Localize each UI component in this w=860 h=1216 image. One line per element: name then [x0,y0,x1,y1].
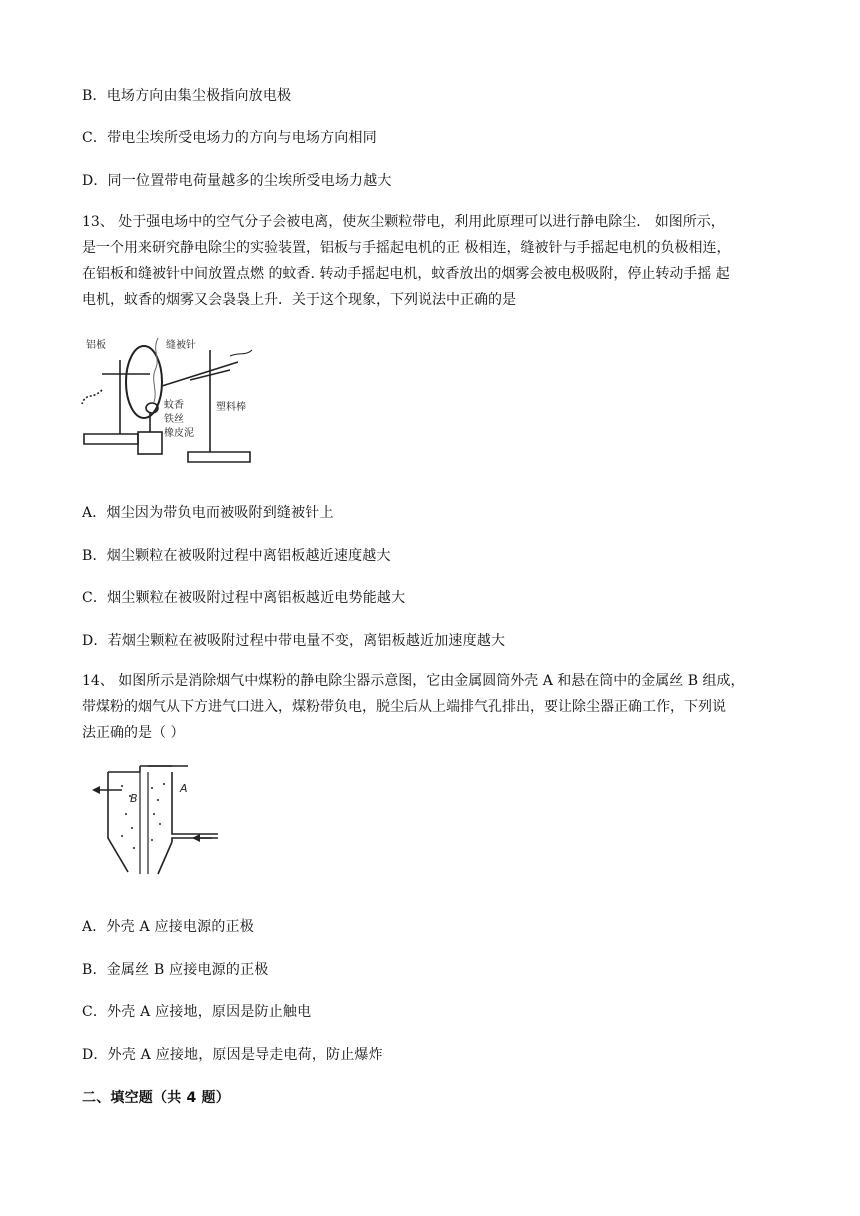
q14-stem-line: 带煤粉的烟气从下方进气口进入，煤粉带负电，脱尘后从上端排气孔排出，要让除尘器正确工作，下列说 [82,699,726,715]
fig-label-needle: 缝被针 [166,340,196,351]
q12-option-b: B．电场方向由集尘极指向放电极 [82,88,292,104]
fig-label-b: B [130,792,138,805]
q13-stem-line: 是一个用来研究静电除尘的实验装置，铝板与手摇起电机的正 极相连，缝被针与手摇起电机的负极相连， [82,240,731,256]
needle-wire [230,350,252,356]
fig-label-a: A [180,782,188,795]
q14-stem [82,668,782,746]
q13-electrostatic-experiment-figure [80,330,270,465]
q14-option-c: C．外壳 A 应接地，原因是防止触电 [82,1004,312,1020]
q12-option-d: D．同一位置带电荷量越多的尘埃所受电场力越大 [82,173,392,189]
q13-option-b: B．烟尘颗粒在被吸附过程中离铝板越近速度越大 [82,548,391,564]
coal-dust-particles [121,783,165,849]
q13-stem-line: 在铝板和缝被针中间放置点燃 的蚊香. 转动手摇起电机，蚊香放出的烟雾会被电极吸附，停止转动手摇 起 [82,266,730,282]
q14-option-a: A．外壳 A 应接电源的正极 [82,919,254,935]
clay-block [138,432,162,454]
plate-wire [82,390,102,404]
q14-stem-line: 14、 如图所示是消除烟气中煤粉的静电除尘器示意图，它由金属圆筒外壳 A 和悬在筒中的金属丝 B 组成， [82,673,745,689]
smoke [154,338,158,402]
q13-stem-line: 电机，蚊香的烟雾又会袅袅上升．关于这个现象，下列说法中正确的是 [82,292,516,308]
q14-electrostatic-precipitator-figure [92,762,222,884]
fig-label-clay: 橡皮泥 [164,428,194,439]
q13-option-d: D．若烟尘颗粒在被吸附过程中带电量不变，离铝板越近加速度越大 [82,633,506,649]
q13-stem [82,209,782,313]
q13-stem-line: 13、 处于强电场中的空气分子会被电离，使灰尘颗粒带电，利用此原理可以进行静电除尘． 如图所示， [82,214,725,230]
right-base [188,452,250,462]
shell-left-wall [108,772,128,872]
fig-label-wire: 铁丝 [164,414,184,425]
q13-option-c: C．烟尘颗粒在被吸附过程中离铝板越近电势能越大 [82,590,406,606]
fig-label-incense: 蚊香 [164,400,184,411]
needle [162,362,238,386]
q14-stem-line: 法正确的是（ ） [82,725,185,741]
left-base [84,434,138,444]
shell-right-wall [172,772,218,834]
q14-option-b: B．金属丝 B 应接电源的正极 [82,962,269,978]
section-heading: 二、填空题（共 4 题） [82,1090,230,1106]
q14-option-d: D．外壳 A 应接地，原因是导走电荷，防止爆炸 [82,1047,383,1063]
q13-option-a: A．烟尘因为带负电而被吸附到缝被针上 [82,505,334,521]
fig-label-plate: 铝板 [86,340,106,351]
q12-option-c: C．带电尘埃所受电场力的方向与电场方向相同 [82,130,377,146]
fig-label-rod: 塑料棒 [216,402,246,413]
